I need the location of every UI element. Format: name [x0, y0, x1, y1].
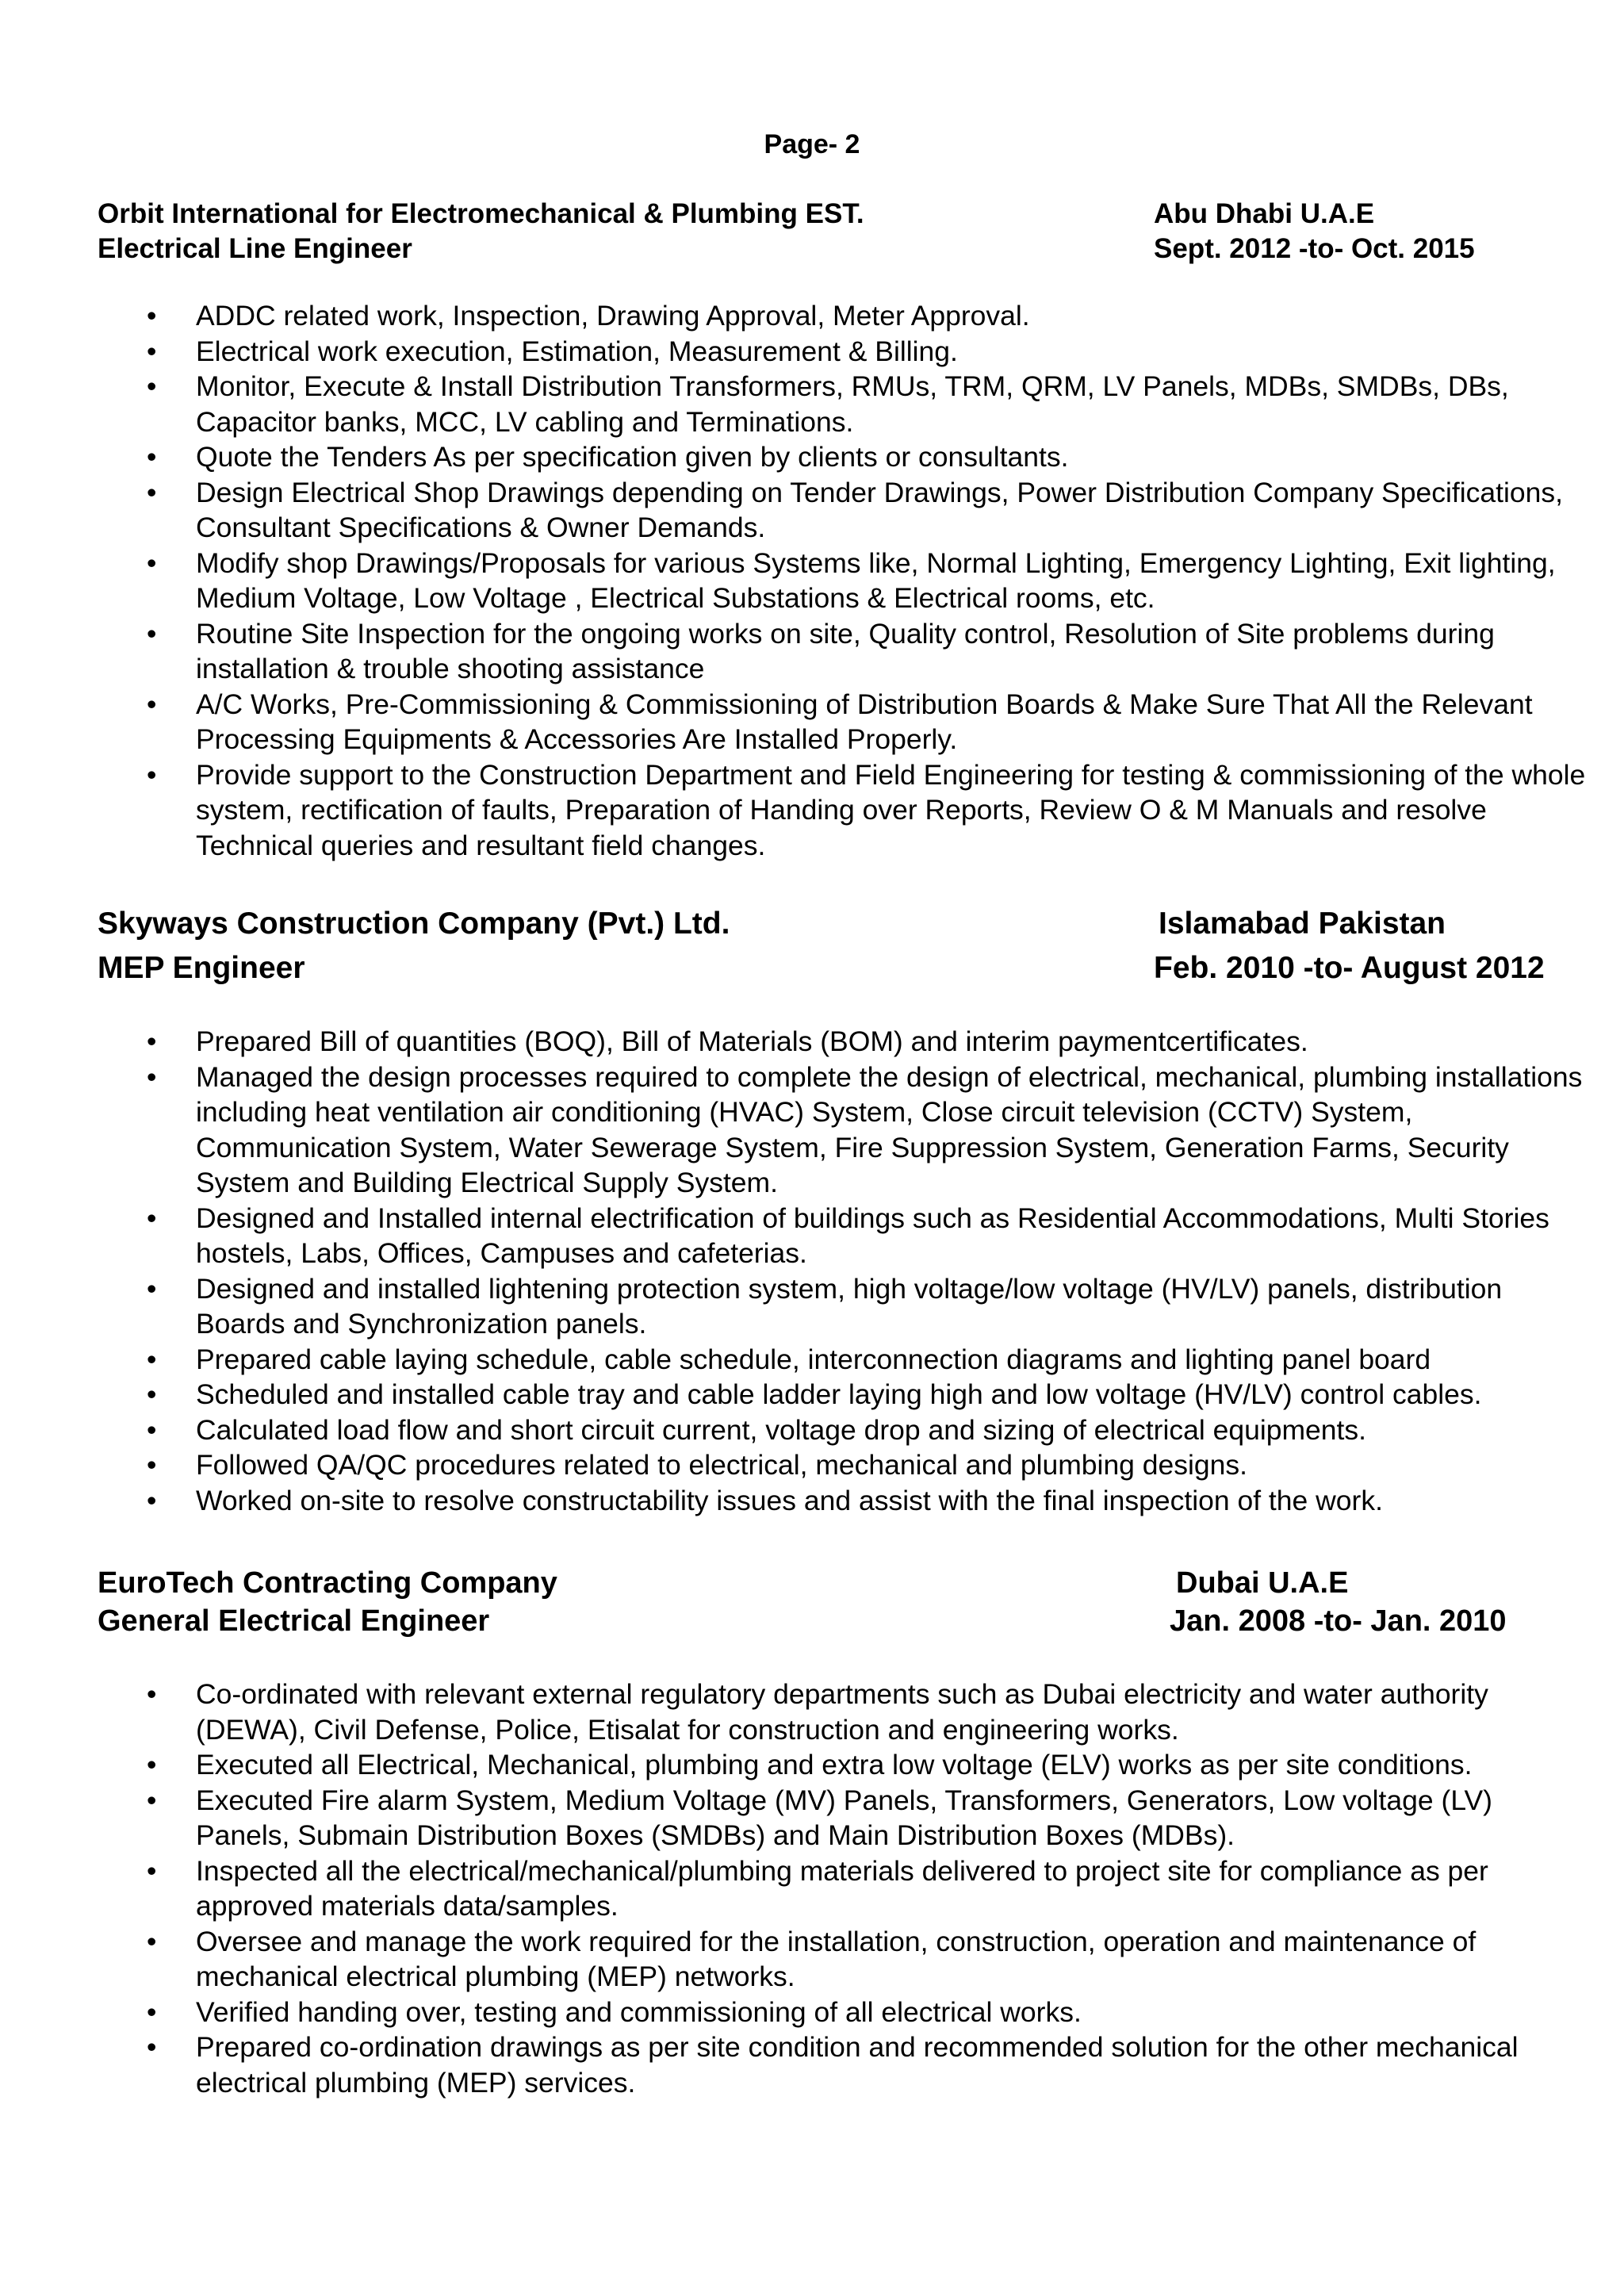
bullet-icon: •	[147, 546, 157, 579]
bullet-icon: •	[147, 688, 157, 720]
job-title: MEP Engineer	[98, 951, 305, 985]
bullet-icon: •	[147, 1995, 157, 2028]
bullet-icon: •	[147, 758, 157, 791]
list-item: • Co-ordinated with relevant external regulatory departments such as Dubai electricity and water authority (DEWA), Civil Defense, Police, Etisalat for construction and engineering works.	[147, 1678, 1488, 1746]
list-item: • Scheduled and installed cable tray and cable ladder laying high and low voltage (HV/LV) control cables.	[98, 1377, 1588, 1412]
list-item: • Verified handing over, testing and commissioning of all electrical works.	[98, 1995, 1588, 2030]
bullet-icon: •	[147, 1202, 157, 1234]
responsibility-list	[98, 1677, 1588, 2100]
job-title: Electrical Line Engineer	[98, 233, 412, 264]
list-item: • Designed and Installed internal electrification of buildings such as Residential Accommodations, Multi Stories hostels, Labs, Offices, Campuses and cafeterias.	[147, 1202, 1549, 1269]
list-item: • A/C Works, Pre-Commissioning & Commissioning of Distribution Boards & Make Sure That All the Relevant Processing Equipments & Accessories Are Installed Properly.	[147, 688, 1533, 755]
job-dates: Jan. 2008 -to- Jan. 2010	[1170, 1604, 1507, 1638]
bullet-icon: •	[147, 370, 157, 402]
bullet-icon: •	[147, 1413, 157, 1446]
list-item: • Electrical work execution, Estimation, Measurement & Billing.	[98, 334, 1588, 370]
job-title: General Electrical Engineer	[98, 1604, 490, 1638]
list-item: • Routine Site Inspection for the ongoing works on site, Quality control, Resolution of Site problems during installation & trouble shooting assistance	[147, 617, 1495, 684]
list-item: • Oversee and manage the work required for the installation, construction, operation and maintenance of mechanical electrical plumbing (MEP) networks.	[147, 1925, 1477, 1992]
bullet-icon: •	[147, 476, 157, 508]
bullet-icon: •	[147, 1784, 157, 1816]
bullet-icon: •	[147, 617, 157, 650]
company-name: Skyways Construction Company (Pvt.) Ltd.	[98, 907, 730, 941]
list-item: • Executed all Electrical, Mechanical, plumbing and extra low voltage (ELV) works as per site conditions.	[98, 1747, 1588, 1783]
list-item: • Calculated load flow and short circuit current, voltage drop and sizing of electrical equipments.	[98, 1412, 1588, 1448]
job-header-row-1	[98, 198, 1588, 233]
job-entry	[98, 198, 1588, 863]
list-item: • Followed QA/QC procedures related to electrical, mechanical and plumbing designs.	[98, 1447, 1588, 1483]
bullet-icon: •	[147, 441, 157, 473]
responsibility-list	[98, 298, 1588, 863]
job-location: Dubai U.A.E	[1176, 1566, 1349, 1600]
list-item: • Prepared cable laying schedule, cable schedule, interconnection diagrams and lighting panel board	[98, 1342, 1588, 1378]
list-item: • Modify shop Drawings/Proposals for various Systems like, Normal Lighting, Emergency Lighting, Exit lighting, Medium Voltage, Low Voltage , Electrical Substations & Electrical rooms, etc.	[147, 546, 1556, 614]
list-item: • Worked on-site to resolve constructability issues and assist with the final inspection of the work.	[98, 1483, 1588, 1519]
list-item: • Inspected all the electrical/mechanical/plumbing materials delivered to project site for compliance as per approved materials data/samples.	[147, 1854, 1488, 1922]
job-header-row-1	[98, 907, 1588, 951]
page-number: Page- 2	[764, 129, 860, 159]
list-item: • Designed and installed lightening protection system, high voltage/low voltage (HV/LV) panels, distribution Boards and Synchronization panels.	[147, 1272, 1503, 1340]
job-header-row-2	[98, 951, 1588, 989]
bullet-icon: •	[147, 1378, 157, 1410]
bullet-icon: •	[147, 1060, 157, 1093]
list-item: • Executed Fire alarm System, Medium Voltage (MV) Panels, Transformers, Generators, Low voltage (LV) Panels, Submain Distribution Boxes (SMDBs) and Main Distribution Boxes (MDBs).	[147, 1784, 1492, 1851]
job-entry	[98, 1566, 1588, 2100]
list-item: • Quote the Tenders As per specification given by clients or consultants.	[98, 439, 1588, 475]
bullet-icon: •	[147, 1484, 157, 1516]
job-dates: Sept. 2012 -to- Oct. 2015	[1154, 233, 1475, 264]
bullet-icon: •	[147, 1749, 157, 1780]
bullet-icon: •	[147, 1678, 157, 1710]
job-header-row-1	[98, 1566, 1588, 1604]
job-dates: Feb. 2010 -to- August 2012	[1154, 951, 1545, 985]
bullet-icon: •	[147, 300, 157, 332]
responsibility-list	[98, 1024, 1588, 1518]
job-header-row-2	[98, 1604, 1588, 1642]
list-item: • Provide support to the Construction Department and Field Engineering for testing & commissioning of the whole system, rectification of faults, Preparation of Handing over Reports, Review O & M Manuals and resolve Technical queries and resultant field changes.	[147, 758, 1586, 861]
bullet-icon: •	[147, 1449, 157, 1481]
job-header-row-2	[98, 233, 1588, 268]
list-item: • Monitor, Execute & Install Distribution Transformers, RMUs, TRM, QRM, LV Panels, MDBs, SMDBs, DBs, Capacitor banks, MCC, LV cabling and Terminations.	[147, 370, 1509, 438]
company-name: Orbit International for Electromechanical & Plumbing EST.	[98, 198, 864, 229]
job-location: Islamabad Pakistan	[1159, 907, 1446, 941]
bullet-icon: •	[147, 335, 157, 367]
bullet-icon: •	[147, 1025, 157, 1057]
bullet-icon: •	[147, 2031, 157, 2063]
list-item: • Prepared Bill of quantities (BOQ), Bill of Materials (BOM) and interim paymentcertificates.	[98, 1024, 1588, 1060]
list-item: • ADDC related work, Inspection, Drawing Approval, Meter Approval.	[98, 298, 1588, 334]
list-item: • Managed the design processes required to complete the design of electrical, mechanical, plumbing installations including heat ventilation air conditioning (HVAC) System, Close circuit television (CCTV) System, Communication System, Water Sewerage System, Fire Suppression System, Generation Farms, Security System and Building Electrical Supply System.	[147, 1060, 1583, 1198]
job-entry	[98, 907, 1588, 1518]
bullet-icon: •	[147, 1925, 157, 1957]
list-item: • Prepared co-ordination drawings as per site condition and recommended solution for the other mechanical electrical plumbing (MEP) services.	[147, 2031, 1519, 2099]
bullet-icon: •	[147, 1343, 157, 1375]
list-item: • Design Electrical Shop Drawings depending on Tender Drawings, Power Distribution Company Specifications, Consultant Specifications & Owner Demands.	[147, 476, 1563, 543]
company-name: EuroTech Contracting Company	[98, 1566, 557, 1600]
bullet-icon: •	[147, 1272, 157, 1305]
bullet-icon: •	[147, 1854, 157, 1887]
job-location: Abu Dhabi U.A.E	[1154, 198, 1375, 229]
